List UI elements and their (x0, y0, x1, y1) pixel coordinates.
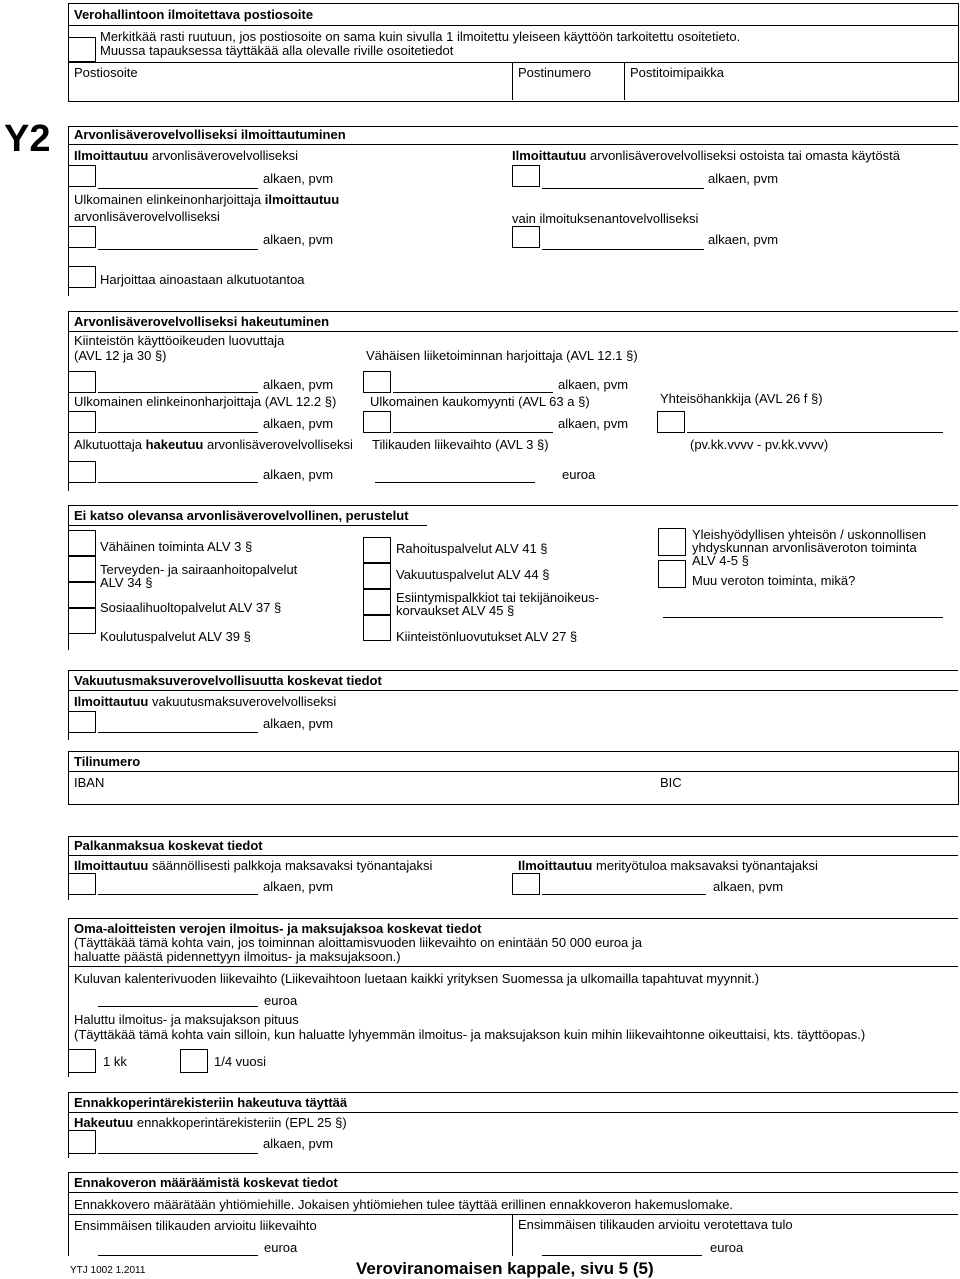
divider (624, 62, 625, 100)
divider (512, 1214, 513, 1256)
divider (68, 331, 958, 332)
muu-input-line[interactable] (663, 617, 943, 618)
divider (68, 836, 958, 837)
alv-ilmoittautuu-label: Ilmoittautuu arvonlisäverovelvolliseksi (74, 148, 298, 163)
eikatso-checkbox-vakuutus[interactable] (363, 563, 391, 589)
divider (68, 311, 958, 312)
ennakkovero-tulo-line[interactable] (542, 1255, 702, 1256)
vahainen-label: Vähäisen liiketoiminnan harjoittaja (AVL 12.1 §) (366, 348, 638, 363)
oma-jakso-label: Haluttu ilmoitus- ja maksujakson pituus (74, 1012, 299, 1027)
oma-jakso-instruction: (Täyttäkää tämä kohta vain silloin, kun haluatte lyhyemmän ilmoitus- ja maksujakson kuin mihin liikevaihtonne oikeuttaisi, kts. täyttöopas.) (74, 1027, 866, 1042)
ennakko-checkbox[interactable] (68, 1130, 96, 1154)
label-postiosoite: Postiosoite (74, 65, 138, 80)
ulkomainen-checkbox[interactable] (68, 226, 96, 248)
postiosoite-input[interactable] (74, 82, 504, 96)
eikatso-checkbox-yleishyodyllinen[interactable] (658, 528, 686, 556)
date-line (98, 249, 258, 250)
eikatso-sosiaali-label: Sosiaalihuoltopalvelut ALV 37 § (100, 600, 282, 615)
eikatso-checkbox-esiintymis[interactable] (363, 589, 391, 615)
vakuutus-checkbox[interactable] (68, 711, 96, 733)
eikatso-checkbox-vahainen[interactable] (68, 530, 96, 556)
alv-ostoista-checkbox[interactable] (512, 165, 540, 187)
euroa-label: euroa (710, 1240, 744, 1255)
date-line (98, 732, 258, 733)
euroa-label: euroa (562, 467, 596, 482)
oma-liikevaihto-line[interactable] (98, 1006, 258, 1007)
divider (68, 855, 958, 856)
date-line (98, 1153, 258, 1154)
alkutuotanto-label: Harjoittaa ainoastaan alkutuotantoa (100, 272, 305, 287)
jakso-quarter-label: 1/4 vuosi (214, 1054, 267, 1069)
alkaen-label: alkaen, pvm (263, 716, 334, 731)
date-line (542, 894, 706, 895)
alkaen-label: alkaen, pvm (713, 879, 784, 894)
alkaen-label: alkaen, pvm (263, 171, 334, 186)
kiinteisto-label: Kiinteistön käyttöoikeuden luovuttaja (74, 333, 285, 348)
ennakko-hakeutuu-label: Hakeutuu ennakkoperintärekisteriin (EPL 25 §) (74, 1115, 347, 1130)
section-title-ennakkoperinta: Ennakkoperintärekisteriin hakeutuva täyttää (74, 1095, 348, 1110)
postitoimipaikka-input[interactable] (630, 82, 950, 96)
eikatso-rahoitus-label: Rahoituspalvelut ALV 41 § (396, 541, 548, 556)
alkaen-label: alkaen, pvm (263, 1136, 334, 1151)
date-line (98, 188, 258, 189)
instruction-line-2: Muussa tapauksessa täyttäkää alla olevalle riville osoitetiedot (100, 43, 454, 58)
divider (68, 1214, 958, 1215)
eikatso-checkbox-muu[interactable] (658, 560, 686, 588)
ulkomainen-hakeutuminen-checkbox[interactable] (68, 411, 96, 433)
alkaen-label: alkaen, pvm (708, 171, 779, 186)
ulkomainen-label-2: arvonlisäverovelvolliseksi (74, 209, 220, 224)
vahainen-checkbox[interactable] (363, 371, 391, 393)
date-line (98, 432, 258, 433)
bic-input[interactable] (690, 776, 940, 790)
divider (68, 505, 958, 506)
eikatso-checkbox-terveys[interactable] (68, 556, 96, 582)
bic-label: BIC (660, 775, 682, 790)
label-postinumero: Postinumero (518, 65, 591, 80)
jakso-1kk-checkbox[interactable] (68, 1049, 96, 1073)
alkaen-label: alkaen, pvm (263, 416, 334, 431)
palkka-saannollinen-label: Ilmoittautuu säännöllisesti palkkoja maksavaksi työnantajaksi (74, 858, 433, 873)
ennakkovero-liikevaihto-line[interactable] (98, 1255, 258, 1256)
divider (68, 1112, 958, 1113)
kaukomyynti-label: Ulkomainen kaukomyynti (AVL 63 a §) (370, 394, 590, 409)
eikatso-terveys-label: Terveyden- ja sairaanhoitopalvelut (100, 562, 298, 577)
divider (68, 25, 958, 26)
eikatso-terveys-label-2: ALV 34 § (100, 575, 153, 590)
eikatso-kiinteisto-label: Kiinteistönluovutukset ALV 27 § (396, 629, 578, 644)
period-line[interactable] (687, 432, 943, 433)
divider (512, 62, 513, 100)
form-code: YTJ 1002 1.2011 (70, 1265, 146, 1276)
alkaen-label: alkaen, pvm (263, 879, 334, 894)
date-line (542, 188, 704, 189)
date-line (542, 249, 704, 250)
eikatso-yleishyodyllinen-label-3: ALV 4-5 § (692, 553, 749, 568)
eikatso-esiintymis-label: Esiintymispalkkiot tai tekijänoikeus- (396, 590, 600, 605)
alkaen-label: alkaen, pvm (263, 467, 334, 482)
instruction-line-1: Merkitkää rasti ruutuun, jos postiosoite on sama kuin sivulla 1 ilmoitettu yleiseen käyttöön tarkoitettu osoitetieto. (100, 29, 741, 44)
palkka-meri-checkbox[interactable] (512, 873, 540, 895)
kiinteisto-checkbox[interactable] (68, 371, 96, 393)
eikatso-muu-label: Muu veroton toiminta, mikä? (692, 573, 856, 588)
alkutuottaja-label: Alkutuottaja hakeutuu arvonlisäverovelvolliseksi (74, 437, 353, 452)
alkaen-label: alkaen, pvm (263, 232, 334, 247)
date-line (98, 482, 258, 483)
divider (68, 525, 427, 526)
eikatso-checkbox-rahoitus[interactable] (363, 537, 391, 563)
iban-label: IBAN (74, 775, 105, 790)
ennakkovero-info: Ennakkovero määrätään yhtiömiehille. Jokaisen yhtiömiehen tulee täyttää erillinen ennakkoveron hakemuslomake. (74, 1197, 734, 1212)
divider (68, 1172, 958, 1173)
yhteisohankkija-label: Yhteisöhankkija (AVL 26 f §) (660, 391, 823, 406)
jakso-quarter-checkbox[interactable] (180, 1049, 208, 1073)
ilmoituksenanto-checkbox[interactable] (512, 226, 540, 248)
section-title-tilinumero: Tilinumero (74, 754, 141, 769)
eikatso-checkbox-koulutus[interactable] (68, 608, 96, 634)
alv-ilmoittautuu-checkbox[interactable] (68, 165, 96, 187)
eikatso-vahainen-label: Vähäinen toiminta ALV 3 § (100, 539, 253, 554)
alkutuottaja-checkbox[interactable] (68, 461, 96, 483)
ilmoituksenanto-label: vain ilmoituksenantovelvolliseksi (512, 211, 699, 226)
euroa-label: euroa (264, 993, 298, 1008)
divider (68, 966, 958, 967)
ennakkovero-liikevaihto-label: Ensimmäisen tilikauden arvioitu liikevaihto (74, 1218, 317, 1233)
eikatso-yleishyodyllinen-label-2: yhdyskunnan arvonlisäveroton toiminta (692, 540, 917, 555)
section-title-vakuutus: Vakuutusmaksuverovelvollisuutta koskevat tiedot (74, 673, 382, 688)
section-title-ei-katso: Ei katso olevansa arvonlisäverovelvollinen, perustelut (74, 508, 409, 523)
date-line (98, 392, 258, 393)
alkaen-label: alkaen, pvm (558, 416, 629, 431)
oma-instruction-1: (Täyttäkää tämä kohta vain, jos toiminnan aloittamisvuoden liikevaihto on enintään 50 000 euroa ja (74, 935, 643, 950)
divider (68, 918, 958, 919)
divider (68, 62, 958, 63)
section-title-postiosoite: Verohallintoon ilmoitettava postiosoite (74, 7, 314, 22)
postinumero-input[interactable] (518, 82, 618, 96)
eikatso-yleishyodyllinen-label: Yleishyödyllisen yhteisön / uskonnollisen (692, 527, 927, 542)
section-title-palkka: Palkanmaksua koskevat tiedot (74, 838, 263, 853)
alkaen-label: alkaen, pvm (263, 377, 334, 392)
label-postitoimipaikka: Postitoimipaikka (630, 65, 724, 80)
yhteisohankkija-checkbox[interactable] (657, 411, 685, 433)
section-title-ennakkovero: Ennakoveron määräämistä koskevat tiedot (74, 1175, 338, 1190)
period-format-label: (pv.kk.vvvv - pv.kk.vvvv) (690, 437, 829, 452)
kiinteisto-avl-label: (AVL 12 ja 30 §) (74, 348, 167, 363)
iban-input[interactable] (110, 776, 630, 790)
palkka-meri-label: Ilmoittautuu merityötuloa maksavaksi työnantajaksi (518, 858, 818, 873)
divider (68, 144, 958, 145)
eikatso-checkbox-sosiaali[interactable] (68, 582, 96, 608)
date-line (393, 392, 553, 393)
eikatso-checkbox-kiinteisto[interactable] (363, 615, 391, 641)
eikatso-esiintymis-label-2: korvaukset ALV 45 § (396, 603, 515, 618)
alkaen-label: alkaen, pvm (708, 232, 779, 247)
kaukomyynti-checkbox[interactable] (363, 411, 391, 433)
same-address-checkbox[interactable] (68, 37, 96, 62)
section-title-alv-ilmoittautuminen: Arvonlisäverovelvolliseksi ilmoittautuminen (74, 127, 346, 142)
date-line (393, 432, 553, 433)
liikevaihto-line[interactable] (375, 482, 535, 483)
vakuutus-ilmoittautuu-label: Ilmoittautuu vakuutusmaksuverovelvolliseksi (74, 694, 337, 709)
ulkomainen-label-1: Ulkomainen elinkeinonharjoittaja ilmoittautuu (74, 192, 340, 207)
eikatso-koulutus-label: Koulutuspalvelut ALV 39 § (100, 629, 251, 644)
oma-liikevaihto-label: Kuluvan kalenterivuoden liikevaihto (Liikevaihtoon luetaan kaikki yrityksen Suomessa ja ulkomailla tapahtuvat myynnit.) (74, 971, 760, 986)
alkutuotanto-checkbox[interactable] (68, 266, 96, 288)
palkka-saannollinen-checkbox[interactable] (68, 873, 96, 895)
ulkomainen-hakeutuminen-label: Ulkomainen elinkeinonharjoittaja (AVL 12.2 §) (74, 394, 337, 409)
divider (68, 1092, 958, 1093)
section-title-hakeutuminen: Arvonlisäverovelvolliseksi hakeutuminen (74, 314, 330, 329)
page-footer-title: Veroviranomaisen kappale, sivu 5 (5) (356, 1259, 654, 1278)
jakso-1kk-label: 1 kk (103, 1054, 127, 1069)
eikatso-vakuutus-label: Vakuutuspalvelut ALV 44 § (396, 567, 550, 582)
alv-ostoista-label: Ilmoittautuu arvonlisäverovelvolliseksi ostoista tai omasta käytöstä (512, 148, 900, 163)
divider (68, 670, 958, 671)
divider (68, 690, 958, 691)
ennakkovero-tulo-label: Ensimmäisen tilikauden arvioitu verotettava tulo (518, 1217, 793, 1232)
alkaen-label: alkaen, pvm (558, 377, 629, 392)
section-title-oma: Oma-aloitteisten verojen ilmoitus- ja maksujaksoa koskevat tiedot (74, 921, 482, 936)
section-marker-y2: Y2 (4, 118, 51, 160)
date-line (98, 894, 258, 895)
oma-instruction-2: haluatte päästä pidennettyyn ilmoitus- ja maksujaksoon.) (74, 949, 401, 964)
euroa-label: euroa (264, 1240, 298, 1255)
liikevaihto-label: Tilikauden liikevaihto (AVL 3 §) (372, 437, 549, 452)
divider (68, 771, 958, 772)
divider (68, 1192, 958, 1193)
